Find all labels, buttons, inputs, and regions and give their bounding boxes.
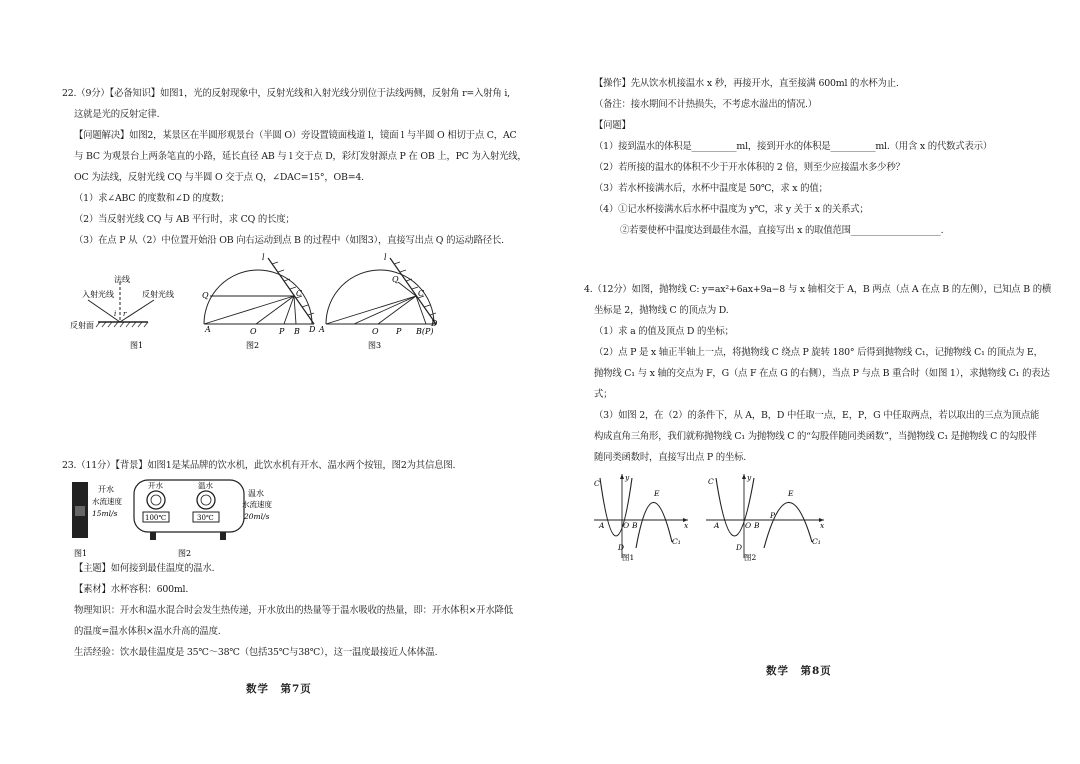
q24-line8: 构成直角三角形，我们就称抛物线 C₁ 为抛物线 C 的“勾股伴随同类函数”，当抛物线 C₁ 是抛物线 C 的勾股伴 xyxy=(594,431,1037,442)
parabola-figure-1 xyxy=(592,470,692,562)
reflection-figure xyxy=(70,272,180,352)
fig2-y-axis-label: y xyxy=(747,473,752,482)
q24-line4: （2）点 P 是 x 轴正半轴上一点，将抛物线 C 绕点 P 旋转 180° 后得到抛物线 C₁，记抛物线 C₁ 的顶点为 E， xyxy=(594,347,1043,358)
fig1-x-axis-label: x xyxy=(684,521,689,530)
q23-line4: 物理知识：开水和温水混合时会发生热传递，开水放出的热量等于温水吸收的热量，即：开水体积×开水降低 xyxy=(74,605,513,616)
q24-line3: （1）求 a 的值及顶点 D 的坐标； xyxy=(594,326,734,337)
point-d-label: D xyxy=(309,325,316,334)
q23c-line2: （备注：接水期间不计热损失，不考虑水溢出的情况.） xyxy=(594,99,817,110)
parabola-figure-2 xyxy=(704,470,834,562)
fig2-point-e-label: E xyxy=(788,489,794,498)
line-l-label: l xyxy=(262,253,265,262)
warm-rate-label: 水流速度 xyxy=(242,500,272,509)
normal-label: 法线 xyxy=(114,275,130,284)
fig2-curve-c-label: C xyxy=(708,477,714,486)
fig1-point-e-label: E xyxy=(654,489,660,498)
hot-button-label: 开水 xyxy=(148,481,163,490)
reflected-label: 反射光线 xyxy=(142,290,174,299)
q23-line1: 23.（11分）【背景】如图1是某品牌的饮水机，此饮水机有开水、温水两个按钮，图2为其信息图. xyxy=(62,460,456,471)
q24-line5: 抛物线 C₁ 与 x 轴的交点为 F，G（点 F 在点 G 的右侧），当点 P 与点 B 重合时（如图 1），求抛物线 C₁ 的表达 xyxy=(594,368,1050,379)
fig2-curve-c1-label: C₁ xyxy=(812,537,821,546)
parabola-fig2-caption: 图2 xyxy=(744,553,757,562)
q23c-line3: 【问题】 xyxy=(594,120,631,131)
q22-line4: 与 BC 为观景台上两条笔直的小路，延长直径 AB 与 l 交于点 D，彩灯发射源点 P 在 OB 上，PC 为入射光线， xyxy=(74,151,527,162)
point-c-label: C xyxy=(296,289,303,298)
fig3-point-bp-label: B(P) xyxy=(416,327,434,336)
q22-line7: （2）当反射光线 CQ 与 AB 平行时，求 CQ 的长度； xyxy=(74,214,295,225)
q23-line2: 【主题】如何接到最佳温度的温水. xyxy=(74,563,215,574)
fig1-point-d-label: D xyxy=(618,543,625,552)
q23c-line4: （1）接到温水的体积是__________ml，接到开水的体积是__________ml.（用含 x 的代数式表示） xyxy=(594,141,992,152)
fig1-point-b-label: B xyxy=(632,521,638,530)
fig3-point-p-label: P xyxy=(396,327,402,336)
q23-line6: 生活经验：饮水最佳温度是 35℃～38℃（包括35℃与38℃），这一温度最接近人体体温. xyxy=(74,647,438,658)
hot-rate-label: 水流速度 xyxy=(92,497,122,506)
fig2-x-axis-label: x xyxy=(820,521,825,530)
hot-water-label: 开水 xyxy=(98,485,114,494)
point-a-label: A xyxy=(205,325,211,334)
q23c-line8: ②若要使杯中温度达到最佳水温，直接写出 x 的取值范围____________________. xyxy=(620,225,944,236)
fig2-origin-label: O xyxy=(745,521,752,530)
angle-r-label: r xyxy=(123,310,127,318)
angle-i-label: i xyxy=(114,310,117,318)
warm-temp-label: 30℃ xyxy=(197,514,214,522)
q22-line6: （1）求∠ABC 的度数和∠D 的度数； xyxy=(74,193,230,204)
fig2-point-a-label: A xyxy=(714,521,720,530)
q23-line3: 【素材】水杯容积：600ml. xyxy=(74,584,189,595)
fig3-point-c-label: C xyxy=(418,289,425,298)
dispenser-fig2-caption: 图2 xyxy=(178,549,192,558)
fig1-curve-c1-label: C₁ xyxy=(672,537,681,546)
q23c-line1: 【操作】先从饮水机接温水 x 秒，再接开水，直至接满 600ml 的水杯为止. xyxy=(594,78,899,89)
fig1-caption: 图1 xyxy=(130,341,144,350)
point-p-label: P xyxy=(279,327,285,336)
q24-line2: 坐标是 2，抛物线 C 的顶点为 D. xyxy=(594,305,729,316)
right-page xyxy=(540,0,1080,764)
q23c-line6: （3）若水杯接满水后，水杯中温度是 50℃，求 x 的值； xyxy=(594,183,828,194)
fig3-caption: 图3 xyxy=(368,341,382,350)
q24-line7: （3）如图 2，在（2）的条件下，从 A，B，D 中任取一点，E，P，G 中任取两点，若以取出的三点为顶点能 xyxy=(594,410,1040,421)
point-o-label: O xyxy=(250,327,257,336)
hot-temp-label: 100℃ xyxy=(145,514,167,522)
warm-water-label: 温水 xyxy=(248,489,264,498)
point-q-label: Q xyxy=(202,291,209,300)
fig3-line-l-label: l xyxy=(384,253,387,262)
fig2-caption: 图2 xyxy=(246,341,260,350)
fig1-point-a-label: A xyxy=(599,521,605,530)
parabola-fig1-caption: 图1 xyxy=(622,553,635,562)
q22-line2: 这就是光的反射定律. xyxy=(74,109,160,120)
dispenser-fig1-caption: 图1 xyxy=(74,549,88,558)
fig1-origin-label: O xyxy=(623,521,630,530)
incident-label: 入射光线 xyxy=(82,290,114,299)
right-page-footer: 数学 第8页 xyxy=(766,665,832,677)
q22-line5: OC 为法线，反射光线 CQ 与半圆 O 交于点 Q，∠DAC=15°，OB=4. xyxy=(74,172,364,183)
q22-line3: 【问题解决】如图2，某景区在半圆形观景台（半圆 O）旁设置镜面栈道 l，镜面 l 与半圆 O 相切于点 C，AC xyxy=(74,130,517,141)
fig3-point-d-label: D xyxy=(431,319,438,328)
fig3-point-a-label: A xyxy=(319,325,325,334)
fig3-point-q-label: Q xyxy=(392,275,399,284)
fig2-point-d-label: D xyxy=(736,543,743,552)
fig2-point-p-label: P xyxy=(770,511,776,520)
q24-line1: 4.（12分）如图，抛物线 C: y=ax²+6ax+9a−8 与 x 轴相交于 A，B 两点（点 A 在点 B 的左侧），已知点 B 的横 xyxy=(584,284,1052,295)
fig1-curve-c-label: C xyxy=(594,479,600,488)
hot-rate-value: 15ml/s xyxy=(92,509,118,518)
fig3-point-o-label: O xyxy=(372,327,379,336)
surface-label: 反射面 xyxy=(70,321,94,330)
q22-line1: 22.（9分）【必备知识】如图1，光的反射现象中，反射光线和入射光线分别位于法线两侧，反射角 r=入射角 i, xyxy=(62,88,510,99)
fig2-point-b-label: B xyxy=(754,521,760,530)
q24-line9: 随同类函数时，直接写出点 P 的坐标. xyxy=(594,452,747,463)
q23c-line7: （4）①记水杯接满水后水杯中温度为 y℃，求 y 关于 x 的关系式； xyxy=(594,204,869,215)
semicircle-mirror-figure-2 xyxy=(196,252,322,350)
water-dispenser-figure xyxy=(70,476,280,560)
warm-rate-value: 20ml/s xyxy=(244,512,270,521)
semicircle-mirror-figure-3 xyxy=(318,252,444,350)
point-b-label: B xyxy=(294,327,300,336)
q23c-line5: （2）若所接的温水的体积不少于开水体积的 2 倍，则至少应接温水多少秒？ xyxy=(594,162,905,173)
fig1-y-axis-label: y xyxy=(625,473,630,482)
left-page-footer: 数学 第7页 xyxy=(246,683,312,695)
warm-button-label: 温水 xyxy=(198,481,213,490)
q24-line6: 式； xyxy=(594,389,613,400)
q23-line5: 的温度=温水体积×温水升高的温度. xyxy=(74,626,221,637)
q22-line8: （3）在点 P 从（2）中位置开始沿 OB 向右运动到点 B 的过程中（如图3），直接写出点 Q 的运动路径长. xyxy=(74,235,504,246)
